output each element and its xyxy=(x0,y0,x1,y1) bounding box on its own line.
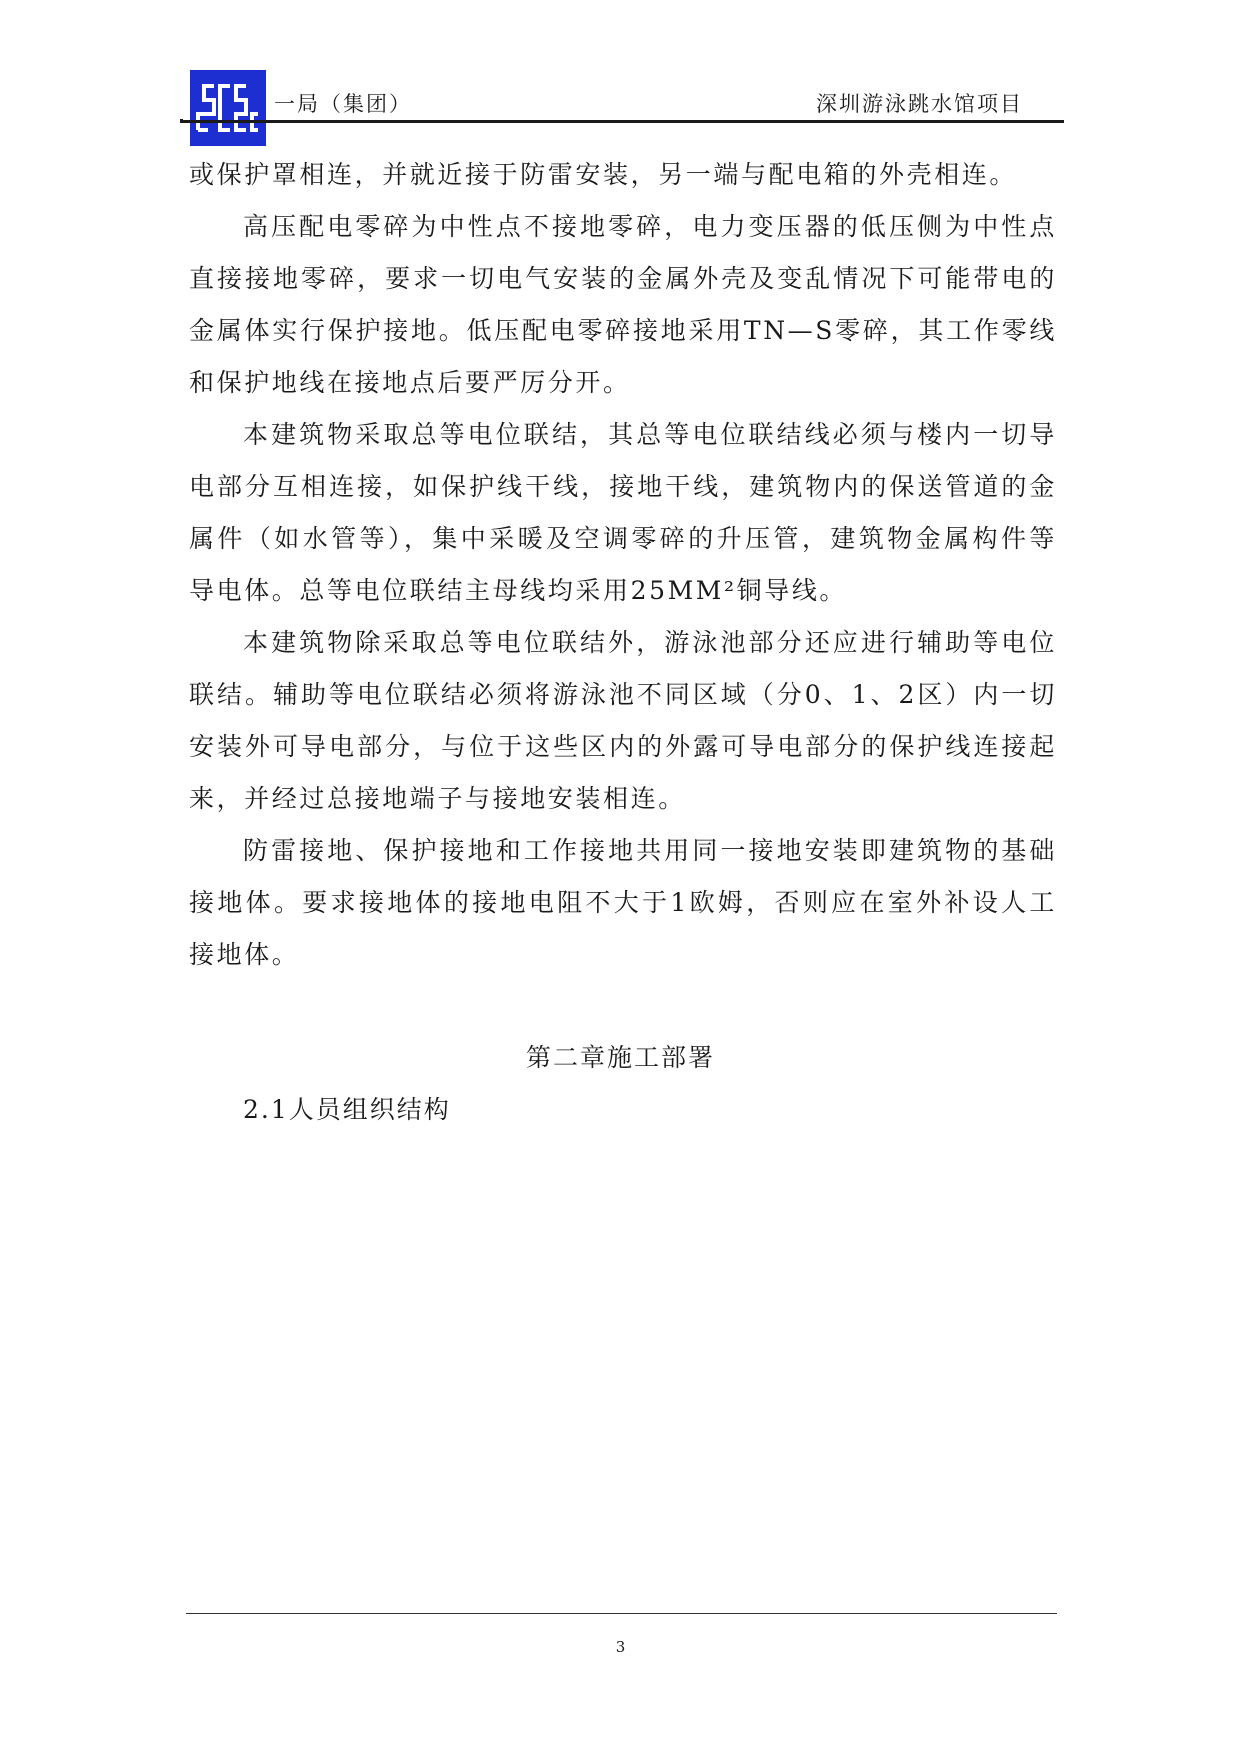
header-project: 深圳游泳跳水馆项目 xyxy=(816,92,1023,116)
paragraph: 或保护罩相连，并就近接于防雷安装，另一端与配电箱的外壳相连。 xyxy=(189,160,1018,189)
header-rule xyxy=(182,120,1064,123)
body-text xyxy=(189,149,1057,981)
section-title: 2.1人员组织结构 xyxy=(243,1095,451,1124)
paragraph: 本建筑物采取总等电位联结，其总等电位联结线必须与楼内一切导电部分互相连接，如保护线干线，接地干线，建筑物内的保送管道的金属件（如水管等），集中采暖及空调零碎的升压管，建筑物金属构件等导电体。总等电位联结主母线均采用25MM²铜导线。 xyxy=(189,420,1057,605)
cscec-logo-icon xyxy=(190,70,266,146)
chapter-title: 第二章施工部署 xyxy=(525,1043,715,1072)
paragraph: 本建筑物除采取总等电位联结外，游泳池部分还应进行辅助等电位联结。辅助等电位联结必须将游泳池不同区域（分0、1、2区）内一切安装外可导电部分，与位于这些区内的外露可导电部分的保护线连接起来，并经过总接地端子与接地安装相连。 xyxy=(189,628,1057,813)
paragraph: 防雷接地、保护接地和工作接地共用同一接地安装即建筑物的基础接地体。要求接地体的接地电阻不大于1欧姆，否则应在室外补设人工接地体。 xyxy=(189,836,1057,969)
footer-rule xyxy=(186,1613,1057,1614)
page-number: 3 xyxy=(615,1638,626,1656)
company-logo xyxy=(190,70,266,146)
paragraph: 高压配电零碎为中性点不接地零碎，电力变压器的低压侧为中性点直接接地零碎，要求一切电气安装的金属外壳及变乱情况下可能带电的金属体实行保护接地。低压配电零碎接地采用TN—S零碎，其工作零线和保护地线在接地点后要严厉分开。 xyxy=(189,212,1057,397)
header-company: 一局（集团） xyxy=(274,92,412,116)
